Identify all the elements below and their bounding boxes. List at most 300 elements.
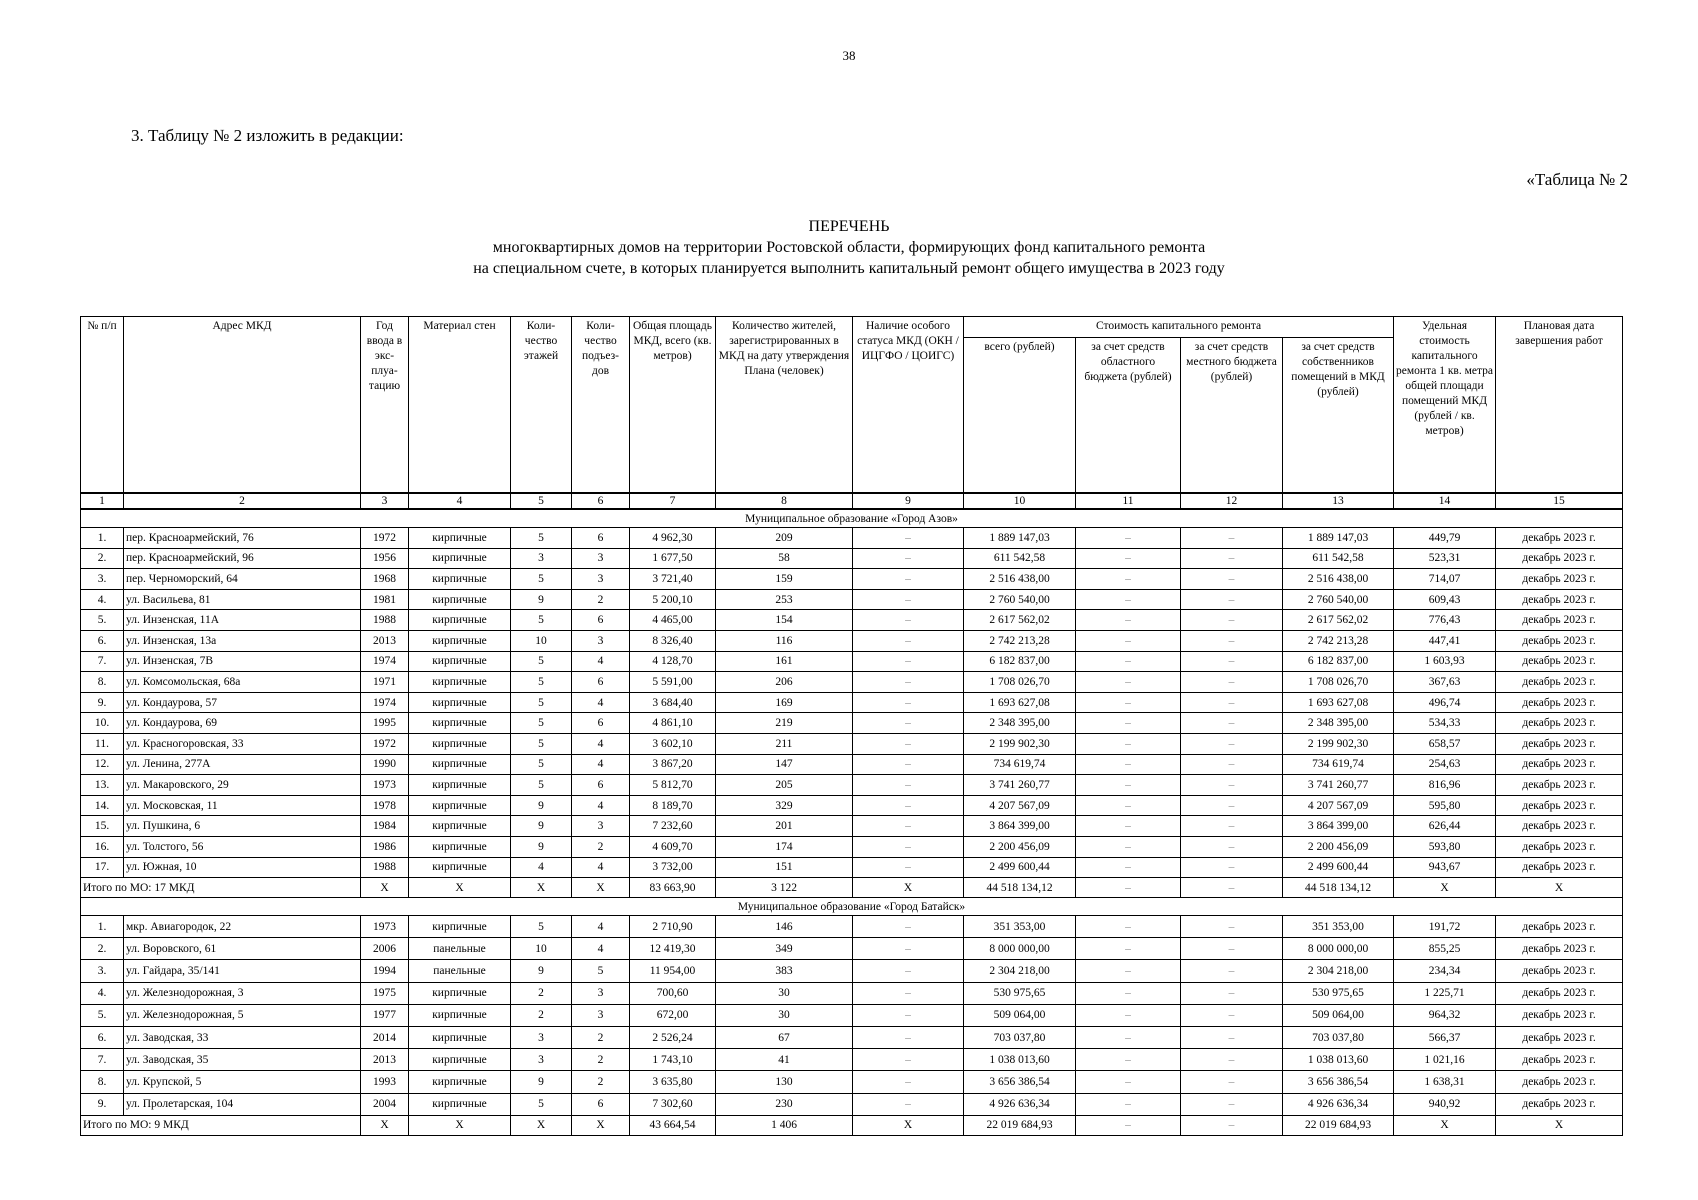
table-cell: 6 182 837,00 — [1283, 651, 1394, 672]
table-cell: – — [853, 816, 964, 837]
table-row — [81, 982, 1623, 1004]
table-cell: 4 — [572, 938, 630, 960]
total-cell: 22 019 684,93 — [964, 1115, 1076, 1135]
table-cell: – — [1181, 733, 1283, 754]
total-cell: X — [853, 878, 964, 898]
table-cell: 2 516 438,00 — [1283, 569, 1394, 590]
table-cell: декабрь 2023 г. — [1496, 795, 1623, 816]
col-number: 11 — [1076, 493, 1181, 509]
table-cell: 3 — [572, 548, 630, 569]
table-cell: 595,80 — [1394, 795, 1496, 816]
table-label: «Таблица № 2 — [1526, 170, 1628, 189]
table-cell: 1973 — [361, 775, 409, 796]
col-number: 3 — [361, 493, 409, 509]
table-cell: 9 — [511, 816, 572, 837]
table-cell: – — [853, 960, 964, 982]
table-cell: – — [1076, 1027, 1181, 1049]
table-cell: 4 — [572, 795, 630, 816]
table-cell: – — [853, 916, 964, 938]
header-unit-cost: Удельная стоимость капитального ремонта 1 кв. метра общей площади помещений МКД (рублей / кв. метров) — [1394, 317, 1496, 494]
col-number: 12 — [1181, 493, 1283, 509]
table-cell: 3 — [572, 569, 630, 590]
table-cell: 816,96 — [1394, 775, 1496, 796]
total-cell: X — [409, 1115, 511, 1135]
table-cell: 530 975,65 — [964, 982, 1076, 1004]
municipality-section-row — [81, 509, 1623, 528]
table-cell: ул. Кондаурова, 69 — [124, 713, 361, 734]
total-cell: X — [1394, 878, 1496, 898]
table-cell: 3 741 260,77 — [964, 775, 1076, 796]
table-cell: 9 — [511, 1071, 572, 1093]
table-cell: – — [1181, 589, 1283, 610]
table-cell: 5 — [511, 1093, 572, 1115]
table-cell: 205 — [716, 775, 853, 796]
table-cell: кирпичные — [409, 630, 511, 651]
table-cell: кирпичные — [409, 916, 511, 938]
table-cell: 1978 — [361, 795, 409, 816]
table-cell: – — [853, 733, 964, 754]
title-line-2: многоквартирных домов на территории Ростовской области, формирующих фонд капитального ремонта — [492, 239, 1206, 256]
table-cell: 2 200 456,09 — [964, 836, 1076, 857]
table-cell: пер. Черноморский, 64 — [124, 569, 361, 590]
total-cell: X — [1496, 878, 1623, 898]
table-cell: декабрь 2023 г. — [1496, 692, 1623, 713]
table-cell: – — [1181, 630, 1283, 651]
col-number: 10 — [964, 493, 1076, 509]
table-cell: – — [853, 610, 964, 631]
table-cell: 16. — [81, 836, 124, 857]
table-cell: 147 — [716, 754, 853, 775]
table-cell: – — [1181, 672, 1283, 693]
table-cell: 12. — [81, 754, 124, 775]
table-cell: – — [1076, 733, 1181, 754]
table-cell: ул. Инзенская, 11А — [124, 610, 361, 631]
table-cell: 3 635,80 — [630, 1071, 716, 1093]
table-cell: – — [853, 692, 964, 713]
table-cell: – — [1076, 630, 1181, 651]
table-cell: 3 — [572, 982, 630, 1004]
table-cell: 3 864 399,00 — [1283, 816, 1394, 837]
table-cell: ул. Ленина, 277А — [124, 754, 361, 775]
table-cell: 2 — [511, 1004, 572, 1026]
table-cell: 447,41 — [1394, 630, 1496, 651]
table-cell: – — [853, 1027, 964, 1049]
table-cell: 5 — [511, 569, 572, 590]
table-cell: 1971 — [361, 672, 409, 693]
table-cell: – — [1181, 836, 1283, 857]
table-cell: – — [853, 651, 964, 672]
total-cell: 83 663,90 — [630, 878, 716, 898]
table-cell: кирпичные — [409, 569, 511, 590]
table-cell: декабрь 2023 г. — [1496, 651, 1623, 672]
table-cell: – — [853, 713, 964, 734]
table-body — [81, 493, 1623, 1135]
table-cell: 5 — [511, 672, 572, 693]
table-cell: 2014 — [361, 1027, 409, 1049]
table-cell: кирпичные — [409, 754, 511, 775]
table-cell: 230 — [716, 1093, 853, 1115]
table-cell: ул. Крупской, 5 — [124, 1071, 361, 1093]
table-cell: 67 — [716, 1027, 853, 1049]
table-cell: 964,32 — [1394, 1004, 1496, 1026]
table-cell: ул. Железнодорожная, 5 — [124, 1004, 361, 1026]
table-cell: 6 — [572, 528, 630, 549]
table-cell: 2 — [572, 836, 630, 857]
table-cell: 1974 — [361, 692, 409, 713]
total-cell: X — [572, 1115, 630, 1135]
table-cell: – — [1181, 651, 1283, 672]
table-cell: – — [853, 836, 964, 857]
table-cell: 566,37 — [1394, 1027, 1496, 1049]
table-cell: декабрь 2023 г. — [1496, 960, 1623, 982]
table-cell: декабрь 2023 г. — [1496, 916, 1623, 938]
table-cell: – — [853, 1049, 964, 1071]
total-cell: – — [1076, 1115, 1181, 1135]
table-cell: 4 962,30 — [630, 528, 716, 549]
table-cell: 5 — [511, 610, 572, 631]
table-cell: 17. — [81, 857, 124, 878]
table-cell: 12 419,30 — [630, 938, 716, 960]
table-cell: кирпичные — [409, 982, 511, 1004]
table-cell: кирпичные — [409, 1004, 511, 1026]
table-cell: 1. — [81, 528, 124, 549]
table-cell: ул. Московская, 11 — [124, 795, 361, 816]
table-cell: 1974 — [361, 651, 409, 672]
total-cell: X — [511, 1115, 572, 1135]
table-cell: 1988 — [361, 610, 409, 631]
table-cell: – — [1181, 610, 1283, 631]
table-cell: 367,63 — [1394, 672, 1496, 693]
table-row — [81, 630, 1623, 651]
total-row — [81, 878, 1623, 898]
table-cell: 3 — [572, 816, 630, 837]
table-cell: 5 591,00 — [630, 672, 716, 693]
table-cell: 2 499 600,44 — [964, 857, 1076, 878]
col-number: 6 — [572, 493, 630, 509]
table-cell: ул. Пушкина, 6 — [124, 816, 361, 837]
table-cell: 2. — [81, 938, 124, 960]
table-cell: 523,31 — [1394, 548, 1496, 569]
table-cell: 6 — [572, 610, 630, 631]
table-cell: 9. — [81, 692, 124, 713]
table-cell: пер. Красноармейский, 96 — [124, 548, 361, 569]
table-cell: 254,63 — [1394, 754, 1496, 775]
table-cell: 4 128,70 — [630, 651, 716, 672]
table-cell: 1 708 026,70 — [1283, 672, 1394, 693]
table-row — [81, 672, 1623, 693]
table-cell: 4 — [572, 754, 630, 775]
table-cell: 2 348 395,00 — [1283, 713, 1394, 734]
table-cell: – — [1076, 775, 1181, 796]
table-cell: 2006 — [361, 938, 409, 960]
table-cell: ул. Южная, 10 — [124, 857, 361, 878]
table-row — [81, 692, 1623, 713]
header-floors: Коли-чество этажей — [511, 317, 572, 494]
table-cell: – — [1181, 754, 1283, 775]
table-cell: 1 021,16 — [1394, 1049, 1496, 1071]
table-cell: 611 542,58 — [1283, 548, 1394, 569]
table-cell: – — [1076, 960, 1181, 982]
table-cell: кирпичные — [409, 548, 511, 569]
table-cell: – — [1076, 589, 1181, 610]
table-cell: 201 — [716, 816, 853, 837]
table-cell: 4 465,00 — [630, 610, 716, 631]
table-cell: 234,34 — [1394, 960, 1496, 982]
table-cell: 530 975,65 — [1283, 982, 1394, 1004]
table-cell: – — [1181, 775, 1283, 796]
table-row — [81, 754, 1623, 775]
table-cell: кирпичные — [409, 610, 511, 631]
table-cell: 351 353,00 — [1283, 916, 1394, 938]
table-cell: 5 812,70 — [630, 775, 716, 796]
table-cell: 253 — [716, 589, 853, 610]
table-cell: – — [1076, 754, 1181, 775]
table-cell: 15. — [81, 816, 124, 837]
table-cell: 7. — [81, 651, 124, 672]
table-row — [81, 1093, 1623, 1115]
table-row — [81, 938, 1623, 960]
table-cell: – — [1181, 982, 1283, 1004]
table-cell: 2 516 438,00 — [964, 569, 1076, 590]
municipality-title: Муниципальное образование «Город Батайск» — [81, 898, 1623, 916]
table-cell: – — [1076, 1071, 1181, 1093]
table-cell: 6 — [572, 775, 630, 796]
table-cell: декабрь 2023 г. — [1496, 754, 1623, 775]
table-cell: 4. — [81, 982, 124, 1004]
table-cell: кирпичные — [409, 651, 511, 672]
table-cell: 8 000 000,00 — [1283, 938, 1394, 960]
column-number-row — [81, 493, 1623, 509]
total-cell: X — [572, 878, 630, 898]
table-cell: кирпичные — [409, 1027, 511, 1049]
table-cell: 1 677,50 — [630, 548, 716, 569]
table-cell: 58 — [716, 548, 853, 569]
table-cell: – — [853, 672, 964, 693]
col-number: 5 — [511, 493, 572, 509]
table-cell: 1968 — [361, 569, 409, 590]
table-cell: ул. Гайдара, 35/141 — [124, 960, 361, 982]
table-cell: 13. — [81, 775, 124, 796]
table-cell: ул. Толстого, 56 — [124, 836, 361, 857]
header-year: Год ввода в экс-плуа-тацию — [361, 317, 409, 494]
table-cell: – — [1076, 816, 1181, 837]
page-number: 38 — [842, 48, 856, 63]
total-cell: 3 122 — [716, 878, 853, 898]
total-cell: 22 019 684,93 — [1283, 1115, 1394, 1135]
table-row — [81, 1049, 1623, 1071]
table-cell: кирпичные — [409, 1093, 511, 1115]
table-cell: 159 — [716, 569, 853, 590]
table-cell: – — [1076, 672, 1181, 693]
table-row — [81, 836, 1623, 857]
table-cell: ул. Инзенская, 7В — [124, 651, 361, 672]
table-cell: – — [853, 1004, 964, 1026]
table-cell: декабрь 2023 г. — [1496, 1093, 1623, 1115]
table-cell: 4. — [81, 589, 124, 610]
table-cell: – — [1181, 916, 1283, 938]
table-cell: ул. Красногоровская, 33 — [124, 733, 361, 754]
table-cell: 9 — [511, 960, 572, 982]
table-cell: 714,07 — [1394, 569, 1496, 590]
table-cell: ул. Заводская, 33 — [124, 1027, 361, 1049]
table-cell: 6 — [572, 713, 630, 734]
table-cell: 4 — [572, 857, 630, 878]
table-cell: кирпичные — [409, 1071, 511, 1093]
table-cell: декабрь 2023 г. — [1496, 857, 1623, 878]
table-cell: декабрь 2023 г. — [1496, 589, 1623, 610]
table-cell: ул. Железнодорожная, 3 — [124, 982, 361, 1004]
table-cell: 734 619,74 — [1283, 754, 1394, 775]
table-cell: – — [1076, 836, 1181, 857]
table-cell: – — [1181, 713, 1283, 734]
table-row — [81, 916, 1623, 938]
table-cell: – — [1181, 528, 1283, 549]
table-cell: 2004 — [361, 1093, 409, 1115]
table-cell: 534,33 — [1394, 713, 1496, 734]
header-area: Общая площадь МКД, всего (кв. метров) — [630, 317, 716, 494]
table-cell: 2 742 213,28 — [964, 630, 1076, 651]
table-cell: 8 326,40 — [630, 630, 716, 651]
table-cell: декабрь 2023 г. — [1496, 610, 1623, 631]
table-cell: кирпичные — [409, 692, 511, 713]
table-cell: 206 — [716, 672, 853, 693]
table-cell: 700,60 — [630, 982, 716, 1004]
total-cell: 1 406 — [716, 1115, 853, 1135]
table-cell: 734 619,74 — [964, 754, 1076, 775]
table-cell: ул. Заводская, 35 — [124, 1049, 361, 1071]
table-cell: 2 742 213,28 — [1283, 630, 1394, 651]
total-cell: X — [1394, 1115, 1496, 1135]
table-cell: 1988 — [361, 857, 409, 878]
table-cell: 4 609,70 — [630, 836, 716, 857]
table-cell: 4 926 636,34 — [1283, 1093, 1394, 1115]
table-cell: – — [853, 1093, 964, 1115]
col-number: 14 — [1394, 493, 1496, 509]
table-cell: 1 038 013,60 — [964, 1049, 1076, 1071]
table-cell: 383 — [716, 960, 853, 982]
table-cell: 1977 — [361, 1004, 409, 1026]
total-label: Итого по МО: 17 МКД — [81, 878, 361, 898]
total-cell: X — [853, 1115, 964, 1135]
table-cell: 3 867,20 — [630, 754, 716, 775]
table-cell: 116 — [716, 630, 853, 651]
table-cell: 3 602,10 — [630, 733, 716, 754]
table-cell: 2 617 562,02 — [1283, 610, 1394, 631]
table-row — [81, 569, 1623, 590]
table-cell: – — [1076, 795, 1181, 816]
table-cell: 2 710,90 — [630, 916, 716, 938]
table-cell: – — [853, 938, 964, 960]
table-cell: – — [1076, 1049, 1181, 1071]
table-cell: кирпичные — [409, 713, 511, 734]
table-cell: 7. — [81, 1049, 124, 1071]
table-cell: 7 302,60 — [630, 1093, 716, 1115]
table-cell: панельные — [409, 960, 511, 982]
table-cell: 703 037,80 — [964, 1027, 1076, 1049]
table-cell: 349 — [716, 938, 853, 960]
total-cell: 43 664,54 — [630, 1115, 716, 1135]
table-cell: 2 200 456,09 — [1283, 836, 1394, 857]
table-cell: 151 — [716, 857, 853, 878]
table-cell: 2. — [81, 548, 124, 569]
col-number: 4 — [409, 493, 511, 509]
header-completion-date: Плановая дата завершения работ — [1496, 317, 1623, 494]
table-cell: 1 693 627,08 — [1283, 692, 1394, 713]
table-cell: 174 — [716, 836, 853, 857]
header-cost-group: Стоимость капитального ремонта — [964, 317, 1394, 338]
table-cell: 1 225,71 — [1394, 982, 1496, 1004]
table-cell: кирпичные — [409, 672, 511, 693]
table-cell: кирпичные — [409, 836, 511, 857]
table-cell: 3 656 386,54 — [964, 1071, 1076, 1093]
header-material: Материал стен — [409, 317, 511, 494]
table-cell: кирпичные — [409, 857, 511, 878]
table-cell: 219 — [716, 713, 853, 734]
table-cell: 3 684,40 — [630, 692, 716, 713]
table-cell: 9. — [81, 1093, 124, 1115]
table-cell: 8 000 000,00 — [964, 938, 1076, 960]
table-cell: 593,80 — [1394, 836, 1496, 857]
col-number: 7 — [630, 493, 716, 509]
col-number: 13 — [1283, 493, 1394, 509]
title-line-3: на специальном счете, в которых планируется выполнить капитальный ремонт общего имущества в 2023 году — [473, 260, 1225, 277]
table-cell: 169 — [716, 692, 853, 713]
table-cell: 2 199 902,30 — [1283, 733, 1394, 754]
table-cell: кирпичные — [409, 816, 511, 837]
table-cell: 2 348 395,00 — [964, 713, 1076, 734]
header-cost-local: за счет средств местного бюджета (рублей) — [1181, 338, 1283, 494]
table-cell: 1972 — [361, 733, 409, 754]
title-line-1: ПЕРЕЧЕНЬ — [808, 218, 890, 235]
table-cell: 1 638,31 — [1394, 1071, 1496, 1093]
table-cell: 3 721,40 — [630, 569, 716, 590]
table-cell: 703 037,80 — [1283, 1027, 1394, 1049]
table-cell: 658,57 — [1394, 733, 1496, 754]
table-cell: 940,92 — [1394, 1093, 1496, 1115]
table-cell: 5 — [511, 916, 572, 938]
table-row — [81, 651, 1623, 672]
table-cell: ул. Пролетарская, 104 — [124, 1093, 361, 1115]
table-cell: 351 353,00 — [964, 916, 1076, 938]
table-cell: 5. — [81, 1004, 124, 1026]
table-cell: 5 — [511, 733, 572, 754]
table-cell: декабрь 2023 г. — [1496, 548, 1623, 569]
table-cell: декабрь 2023 г. — [1496, 775, 1623, 796]
table-cell: декабрь 2023 г. — [1496, 528, 1623, 549]
table-cell: декабрь 2023 г. — [1496, 1027, 1623, 1049]
table-cell: – — [853, 589, 964, 610]
table-cell: кирпичные — [409, 775, 511, 796]
table-row — [81, 775, 1623, 796]
header-cost-total: всего (рублей) — [964, 338, 1076, 494]
table-cell: – — [1181, 1071, 1283, 1093]
document-title — [0, 216, 1698, 279]
table-cell: декабрь 2023 г. — [1496, 569, 1623, 590]
table-cell: 1973 — [361, 916, 409, 938]
table-cell: 4 861,10 — [630, 713, 716, 734]
table-cell: 449,79 — [1394, 528, 1496, 549]
instruction-text: 3. Таблицу № 2 изложить в редакции: — [131, 126, 404, 145]
table-cell: – — [853, 630, 964, 651]
table-cell: 1 603,93 — [1394, 651, 1496, 672]
table-cell: 2 — [572, 1071, 630, 1093]
table-cell: – — [853, 982, 964, 1004]
table-cell: 5 — [511, 692, 572, 713]
header-entrances: Коли-чество подъез-дов — [572, 317, 630, 494]
table-cell: 509 064,00 — [1283, 1004, 1394, 1026]
table-cell: – — [1076, 692, 1181, 713]
table-cell: 1984 — [361, 816, 409, 837]
